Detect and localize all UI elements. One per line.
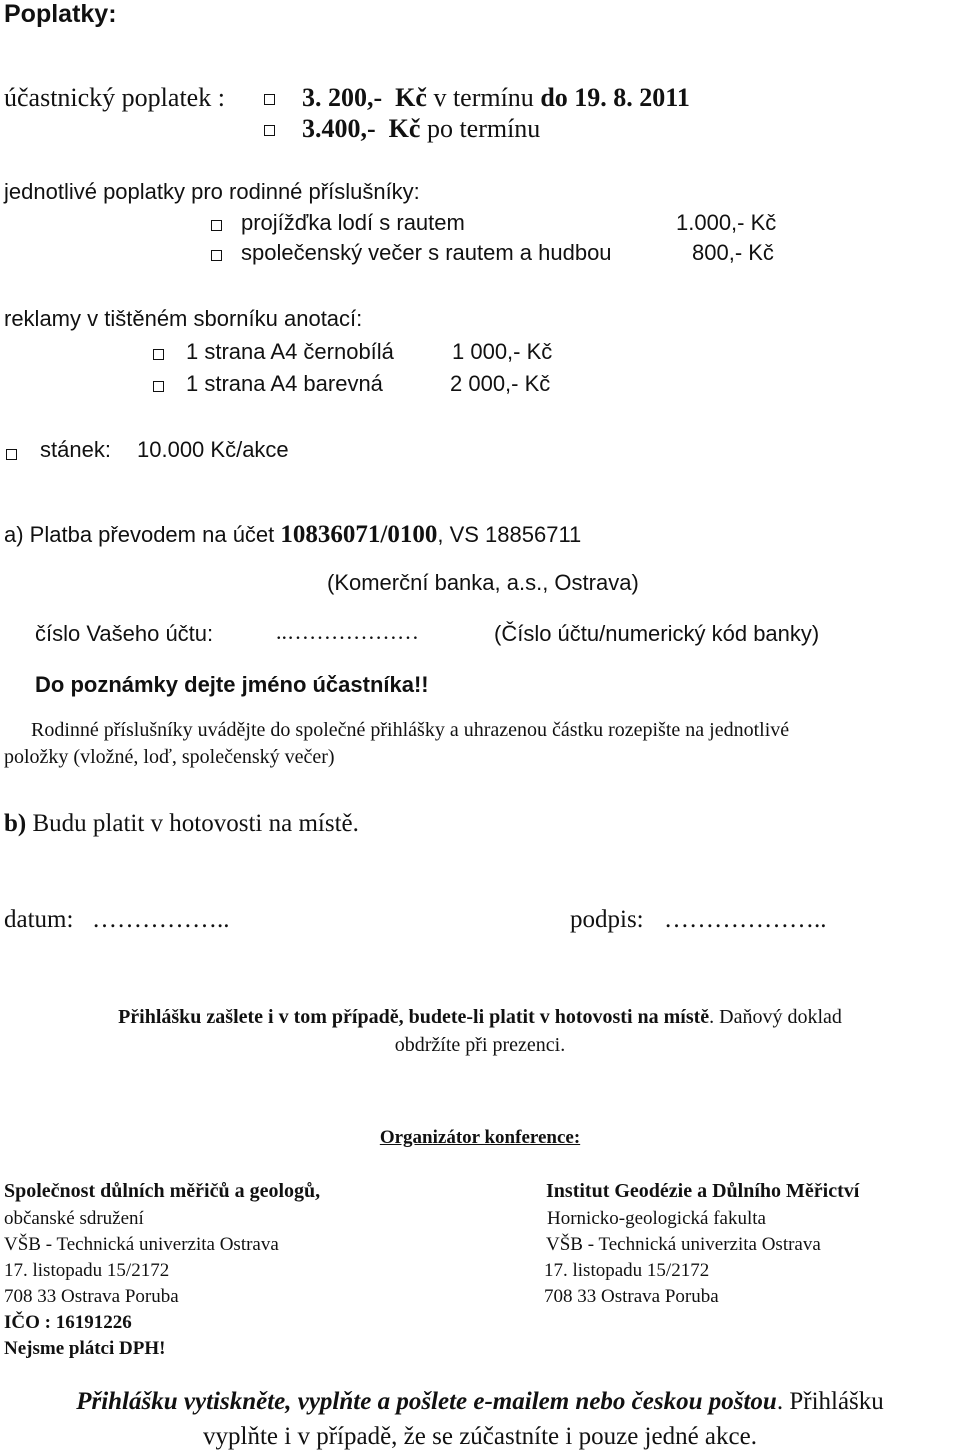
ad-item-price: 1 000,- Kč bbox=[452, 339, 553, 364]
participant-fee-option2 bbox=[302, 116, 540, 142]
organizer-left-type: občanské sdružení bbox=[4, 1208, 144, 1229]
footer-line2: vyplňte i v případě, že se zúčastníte i pouze jedné akce. bbox=[203, 1423, 757, 1450]
bank-name: (Komerční banka, a.s., Ostrava) bbox=[327, 570, 639, 595]
organizer-heading: Organizátor konference: bbox=[379, 1127, 581, 1148]
send-notice-bold: Přihlášku zašlete i v tom případě, budete-li platit v hotovosti na místě bbox=[118, 1006, 710, 1028]
your-account-field[interactable]: ..……………… bbox=[276, 619, 419, 644]
organizer-left-name: Společnost důlních měřičů a geologů, bbox=[4, 1180, 321, 1202]
send-notice-line2: obdržíte při prezenci. bbox=[394, 1034, 566, 1056]
organizer-left-city: 708 33 Ostrava Poruba bbox=[4, 1286, 179, 1307]
option2-text: po termínu bbox=[426, 114, 541, 143]
option2-amount: 3.400,- bbox=[302, 114, 376, 143]
option1-deadline: do 19. 8. 2011 bbox=[540, 83, 690, 112]
checkbox-icon[interactable] bbox=[211, 250, 222, 261]
organizer-left-vat: Nejsme plátci DPH! bbox=[4, 1338, 166, 1359]
your-account-hint: (Číslo účtu/numerický kód banky) bbox=[494, 621, 820, 646]
checkbox-icon[interactable] bbox=[153, 349, 164, 360]
ads-label: reklamy v tištěném sborníku anotací: bbox=[4, 306, 363, 331]
checkbox-icon[interactable] bbox=[153, 381, 164, 392]
payment-a-line bbox=[4, 522, 581, 547]
payment-b-prefix: b) bbox=[4, 810, 27, 837]
bank-account-number: 10836071/0100 bbox=[280, 521, 438, 548]
organizer-left-street: 17. listopadu 15/2172 bbox=[4, 1260, 170, 1281]
send-notice-rest: . Daňový doklad bbox=[709, 1006, 842, 1028]
footer-bold-italic: Přihlášku vytiskněte, vyplňte a pošlete e-mailem nebo českou poštou bbox=[76, 1388, 777, 1415]
ad-item-price: 2 000,- Kč bbox=[450, 371, 551, 396]
family-fee-item-price: 1.000,- Kč bbox=[676, 210, 777, 235]
participant-fee-label: účastnický poplatek : bbox=[4, 83, 225, 112]
organizer-left-uni: VŠB - Technická univerzita Ostrava bbox=[4, 1234, 279, 1255]
organizer-right-faculty: Hornicko-geologická fakulta bbox=[547, 1208, 766, 1229]
footer-rest: . Přihlášku bbox=[776, 1388, 884, 1415]
family-fees-label: jednotlivé poplatky pro rodinné příslušníky: bbox=[4, 179, 420, 204]
participant-fee-option1 bbox=[302, 85, 690, 111]
payment-b-text: Budu platit v hotovosti na místě. bbox=[32, 810, 359, 837]
family-fee-item-name: projížďka lodí s rautem bbox=[241, 210, 465, 235]
stand-price: 10.000 Kč/akce bbox=[137, 437, 289, 462]
option2-currency: Kč bbox=[388, 114, 421, 143]
organizer-right-city: 708 33 Ostrava Poruba bbox=[544, 1286, 719, 1307]
option1-amount: 3. 200,- bbox=[302, 83, 383, 112]
checkbox-icon[interactable] bbox=[264, 125, 275, 136]
fees-heading: Poplatky: bbox=[4, 0, 117, 28]
checkbox-icon[interactable] bbox=[264, 94, 275, 105]
organizer-right-street: 17. listopadu 15/2172 bbox=[544, 1260, 710, 1281]
checkbox-icon[interactable] bbox=[211, 220, 222, 231]
send-notice-line1 bbox=[0, 1007, 960, 1027]
note-instruction: Do poznámky dejte jméno účastníka!! bbox=[35, 672, 429, 697]
ad-item-name: 1 strana A4 černobílá bbox=[186, 339, 394, 364]
ad-item-name: 1 strana A4 barevná bbox=[186, 371, 383, 396]
organizer-left-ico: IČO : 16191226 bbox=[4, 1312, 132, 1333]
organizer-right-name: Institut Geodézie a Důlního Měřictví bbox=[546, 1180, 860, 1202]
signature-label: podpis: bbox=[570, 906, 644, 933]
signature-field[interactable]: ……………….. bbox=[664, 906, 827, 933]
family-fee-item-name: společenský večer s rautem a hudbou bbox=[241, 240, 612, 265]
footer-line1 bbox=[0, 1389, 960, 1414]
payment-a-prefix: a) Platba převodem na účet bbox=[4, 522, 275, 547]
family-note-line1: Rodinné příslušníky uvádějte do společné přihlášky a uhrazenou částku rozepište na jednotlivé bbox=[31, 719, 790, 741]
family-note-line2: položky (vložné, loď, společenský večer) bbox=[4, 746, 335, 768]
stand-label: stánek: bbox=[40, 437, 111, 462]
variable-symbol: , VS 18856711 bbox=[437, 522, 582, 547]
option1-currency: Kč bbox=[395, 83, 427, 112]
payment-b-line bbox=[4, 811, 359, 836]
date-field[interactable]: …………….. bbox=[92, 906, 230, 933]
your-account-label: číslo Vašeho účtu: bbox=[35, 621, 214, 646]
date-label: datum: bbox=[4, 906, 74, 933]
option1-text: v termínu bbox=[433, 83, 534, 112]
checkbox-icon[interactable] bbox=[6, 449, 17, 460]
organizer-right-uni: VŠB - Technická univerzita Ostrava bbox=[546, 1234, 821, 1255]
family-fee-item-price: 800,- Kč bbox=[692, 240, 774, 265]
